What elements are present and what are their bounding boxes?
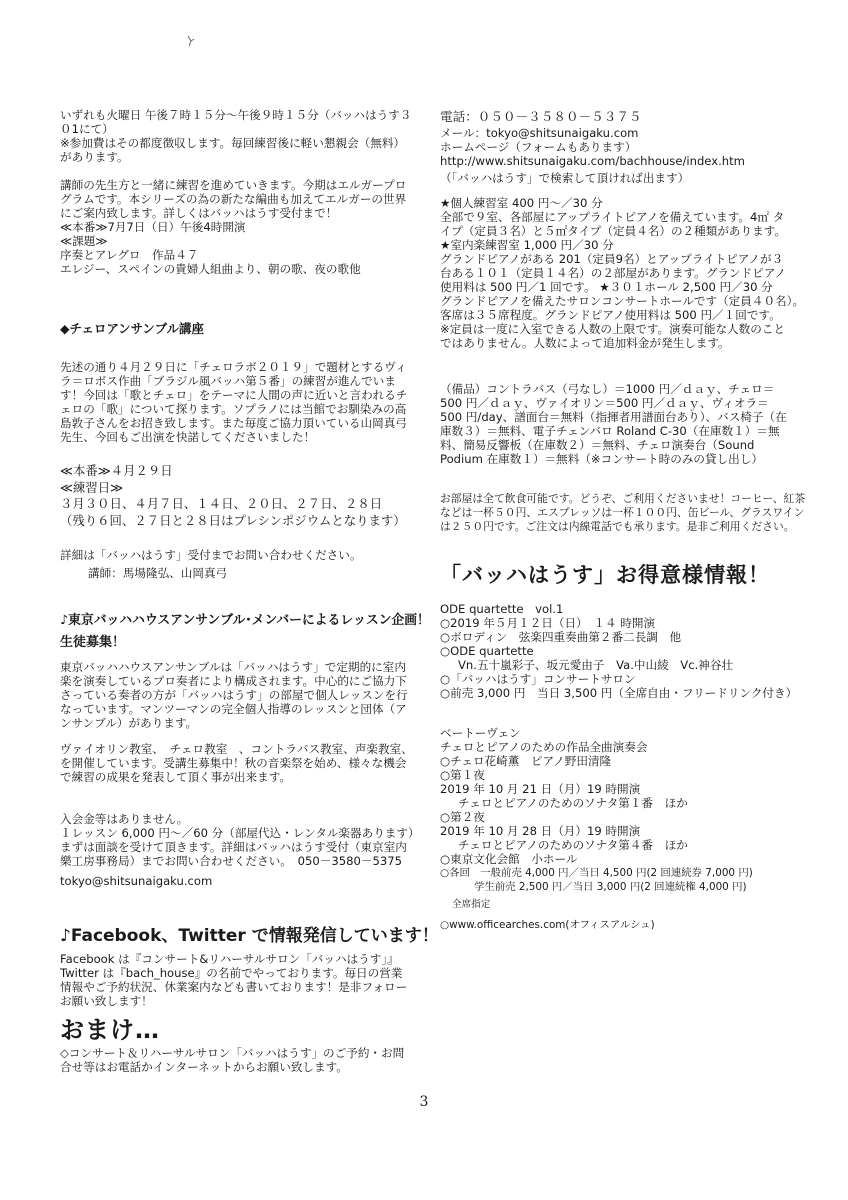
lesson-heading: ♪東京バッハハウスアンサンブル･メンバーによるレッスン企画！ bbox=[60, 613, 430, 628]
schedule-intro bbox=[60, 108, 420, 164]
text-line: お願い致します！ bbox=[60, 994, 153, 1008]
phone-number: 電話：０５０－３５８０－５３７５ bbox=[440, 109, 642, 124]
text-line: があります。 bbox=[60, 150, 129, 164]
text-line: 客席は３５席程度。グランドピアノ使用料は 500 円／１回です。 bbox=[440, 308, 781, 322]
text-line: 情報やご予約状況、休業案内なども書いております！是非フォロー bbox=[60, 980, 408, 994]
text-line: Twitter は『bach_house』の名前でやっております。毎日の営業 bbox=[60, 966, 403, 980]
text-line: ※定員は一度に入室できる人数の上限です。演奏可能な人数のこと bbox=[440, 322, 786, 336]
text-line: ※参加費はその都度徴収します。毎回練習後に軽い懇親会（無料） bbox=[60, 136, 406, 150]
email-address: メール：tokyo@shitsunaigaku.com bbox=[440, 126, 639, 140]
text-line: 全席指定 bbox=[452, 899, 491, 910]
text-line: ★個人練習室 400 円〜／30 分 bbox=[440, 196, 603, 210]
social-heading-block bbox=[60, 926, 439, 946]
text-line: 東京バッハハウスアンサンブルは「バッハはうす」で定期的に室内 bbox=[60, 660, 406, 674]
text-line: 講師の先生方と一緒に練習を進めていきます。今期はエルガープロ bbox=[60, 178, 407, 192]
text-line: は２５０円です。ご注文は内線電話でも承ります。是非ご利用ください。 bbox=[440, 520, 795, 533]
text-line: 全部で９室、各部屋にアップライトピアノを備えています。4㎡ タ bbox=[440, 210, 785, 224]
contact-info bbox=[440, 108, 785, 185]
text-line: 島敦子さんをお招き致します。また毎度ご協力頂いている山岡真弓 bbox=[60, 416, 407, 430]
text-line: ≪課題≫ bbox=[60, 234, 108, 248]
text-line: ヴァイオリン教室、 チェロ教室 、コントラバス教室、声楽教室、 bbox=[60, 742, 413, 756]
search-hint: （「バッハはうす」で検索して頂ければ出ます） bbox=[440, 171, 690, 185]
text-line: チェロとピアノのためのソナタ第４番 ほか bbox=[458, 838, 688, 852]
text-line: ○ボロディン 弦楽四重奏曲第２番二長調 他 bbox=[440, 630, 682, 644]
text-line: ≪練習日≫ bbox=[60, 479, 124, 495]
cello-heading-block bbox=[60, 322, 420, 336]
text-line: ○「バッハはうす」コンサートサロン bbox=[440, 672, 636, 686]
text-line: す！今回は「歌とチェロ」をテーマに人間の声に近いと言われるチ bbox=[60, 388, 408, 402]
text-line: なっています。マンツーマンの完全個人指導のレッスンと団体（ア bbox=[60, 702, 407, 716]
lesson-fees bbox=[60, 812, 420, 888]
homepage-label: ホームページ（フォームもあります） bbox=[440, 140, 637, 154]
text-line: ○各回 一般前売 4,000 円／当日 4,500 円(2 回連続券 7,000 円) bbox=[440, 867, 753, 879]
text-line: チェロとピアノのためのソナタ第１番 ほか bbox=[458, 796, 688, 810]
social-body bbox=[60, 952, 420, 1008]
text-line: 庫数３）＝無料、電子チェンバロ Roland C-30（在庫数１）＝無 bbox=[440, 424, 780, 438]
text-line: ≪本番≫7月7日（日）午後4時開演 bbox=[60, 220, 246, 234]
lesson-classes bbox=[60, 742, 420, 784]
text-line: ○第１夜 bbox=[440, 768, 485, 782]
text-line: ODE quartette vol.1 bbox=[440, 602, 564, 616]
omake-heading: おまけ… bbox=[60, 1016, 160, 1044]
text-line: ０1にて） bbox=[60, 122, 114, 136]
text-line: 台ある１０１（定員１４名）の２部屋があります。グランドピアノ bbox=[440, 266, 786, 280]
text-line: グランドピアノを備えたサロンコンサートホールです（定員４０名）。 bbox=[440, 294, 805, 308]
text-line: 先述の通り４月２９日に「チェロラボ２０１９」で題材とするヴィ bbox=[60, 360, 407, 374]
text-line: にご案内致します。詳しくはバッハはうす受付まで！ bbox=[60, 206, 338, 220]
text-line: ○東京文化会館 小ホール bbox=[440, 852, 578, 866]
lesson-email: tokyo@shitsunaigaku.com bbox=[60, 874, 213, 888]
text-line: お部屋は全て飲食可能です。どうぞ、ご利用くださいませ！コーヒー、紅茶 bbox=[440, 492, 806, 505]
text-line: Facebook は『コンサート&リハーサルサロン「バッハはうす」』 bbox=[60, 952, 399, 966]
text-line: ェロの「歌」について探ります。ソプラノには当館でお馴染みの高 bbox=[60, 402, 407, 416]
text-line: ★室内楽練習室 1,000 円／30 分 bbox=[440, 238, 614, 252]
text-line: まずは面談を受けて頂きます。詳細はバッハはうす受付（東京室内 bbox=[60, 840, 407, 854]
cello-ensemble-heading: ◆チェロアンサンブル講座 bbox=[60, 321, 204, 336]
social-heading: ♪Facebook、Twitter で情報発信しています！ bbox=[60, 926, 439, 946]
text-line: 2019 年 10 月 28 日（月）19 時開演 bbox=[440, 824, 641, 838]
organizer-url[interactable]: ○www.officearches.com(オフィスアルシュ) bbox=[440, 919, 655, 931]
text-line: さっている奏者の方が「バッハはうす」の部屋で個人レッスンを行 bbox=[60, 688, 408, 702]
text-line: ○前売 3,000 円 当日 3,500 円（全席自由・フリードリンク付き） bbox=[440, 686, 798, 700]
concert-ode bbox=[440, 602, 798, 700]
text-line: グラムです。本シリーズの為の新たな編曲も加えてエルガーの世界 bbox=[60, 192, 407, 206]
cello-schedule bbox=[60, 463, 420, 529]
text-line: Vn.五十嵐彩子、坂元愛由子 Va.中山綾 Vc.神谷壮 bbox=[458, 658, 734, 672]
text-line: （備品）コントラバス（弓なし）＝1000 円／ｄａｙ、チェロ＝ bbox=[440, 382, 775, 396]
text-line: で練習の成果を発表して頂く事が出来ます。 bbox=[60, 770, 291, 784]
lesson-heading-block bbox=[60, 613, 430, 650]
text-line: ◇コンサート＆リハーサルサロン「バッハはうす」のご予約・お問 bbox=[60, 1046, 405, 1060]
cello-body bbox=[60, 360, 420, 444]
text-line: 2019 年 10 月 21 日（月）19 時開演 bbox=[440, 782, 641, 796]
text-line: ンサンブル）があります。 bbox=[60, 716, 198, 730]
text-line: エレジー、スペインの貴婦人組曲より、朝の歌、夜の歌他 bbox=[60, 262, 361, 276]
text-line: ベートーヴェン bbox=[440, 726, 521, 740]
text-line: ではありません。人数によって追加料金が発生します。 bbox=[440, 336, 730, 350]
text-line: 詳細は「バッハはうす」受付までお問い合わせください。 bbox=[60, 548, 362, 562]
page-number: 3 bbox=[419, 1094, 429, 1110]
text-line: などは一杯５０円、エスプレッソは一杯１００円、缶ビール、グラスワイン bbox=[440, 506, 805, 519]
concert-beethoven bbox=[440, 726, 785, 932]
lesson-body bbox=[60, 660, 420, 730]
text-line: １レッスン 6,000 円〜／60 分（部屋代込・レンタル楽器あります） bbox=[60, 826, 420, 840]
customer-info-heading: 「バッハはうす」お得意様情報！ bbox=[440, 563, 770, 587]
text-line: 料、簡易反響板（在庫数２）＝無料、チェロ演奏台（Sound bbox=[440, 438, 755, 452]
text-line: いずれも火曜日 午後７時１５分〜午後９時１５分（バッハはうす３ bbox=[60, 108, 412, 122]
text-line: 楽を演奏しているプロ奏者により構成されます。中心的にご協力下 bbox=[60, 674, 407, 688]
text-line: グランドピアノがある 201（定員9名）とアップライトピアノが３ bbox=[440, 252, 784, 266]
text-line: イプ（定員３名）と５㎡タイプ（定員４名）の２種類があります。 bbox=[440, 224, 786, 238]
text-line: 500 円/day、譜面台＝無料（指揮者用譜面台あり）、バス椅子（在 bbox=[440, 410, 787, 424]
text-line: 樂工房事務局）までお問い合わせください。 050－3580－5375 bbox=[60, 854, 402, 868]
text-line: Podium 在庫数１）＝無料（※コンサート時のみの貸し出し） bbox=[440, 452, 763, 466]
homepage-url[interactable]: http://www.shitsunaigaku.com/bachhouse/index.htm bbox=[440, 154, 745, 168]
cello-teachers: 講師：馬場隆弘、山岡真弓 bbox=[88, 566, 228, 580]
text-line: ３月３０日、４月７日、１４日、２０日、２７日、２８日 bbox=[60, 496, 383, 511]
text-line: ○チェロ花崎薫 ピアノ野田清隆 bbox=[440, 754, 612, 768]
text-line: ≪本番≫４月２９日 bbox=[60, 463, 173, 478]
text-line: 入会金等はありません。 bbox=[60, 812, 189, 826]
text-line: 先生、今回もご出演を快諾してくださいました！ bbox=[60, 430, 316, 444]
omake-block bbox=[60, 1016, 420, 1074]
drinks-info bbox=[440, 492, 806, 534]
scan-mark-icon bbox=[186, 35, 196, 47]
text-line: 学生前売 2,500 円／当日 3,000 円(2 回連続権 4,000 円) bbox=[474, 881, 747, 893]
text-line: ○2019 年５月１２日（日） １４ 時開演 bbox=[440, 616, 656, 630]
text-line: ラ＝ロボス作曲「ブラジル風バッハ第５番」の練習が進んでいま bbox=[60, 374, 396, 388]
room-info bbox=[440, 196, 805, 350]
text-line: 合せ等はお電話かインターネットからお願い致します。 bbox=[60, 1060, 348, 1074]
text-line: チェロとピアノのための作品全曲演奏会 bbox=[440, 740, 648, 754]
text-line: （残り６回、２７日と２８日はプレシンポジウムとなります） bbox=[60, 512, 406, 528]
tokui-heading-block bbox=[440, 562, 785, 588]
elgar-program bbox=[60, 178, 420, 276]
text-line: ○第２夜 bbox=[440, 810, 485, 824]
text-line: を開催しています。受講生募集中！秋の音楽祭を始め、様々な機会 bbox=[60, 756, 407, 770]
text-line: ○ODE quartette bbox=[440, 644, 534, 658]
text-line: 序奏とアレグロ 作品４７ bbox=[60, 248, 199, 262]
text-line: 使用料は 500 円／1 回です。 ★３０１ホール 2,500 円／30 分 bbox=[440, 280, 773, 294]
text-line: 500 円／ｄａｙ、ヴァイオリン＝500 円／ｄａｙ、ヴィオラ＝ bbox=[440, 396, 769, 410]
lesson-subheading: 生徒募集！ bbox=[60, 635, 126, 650]
equipment-info bbox=[440, 382, 785, 466]
cello-contact bbox=[60, 548, 420, 580]
